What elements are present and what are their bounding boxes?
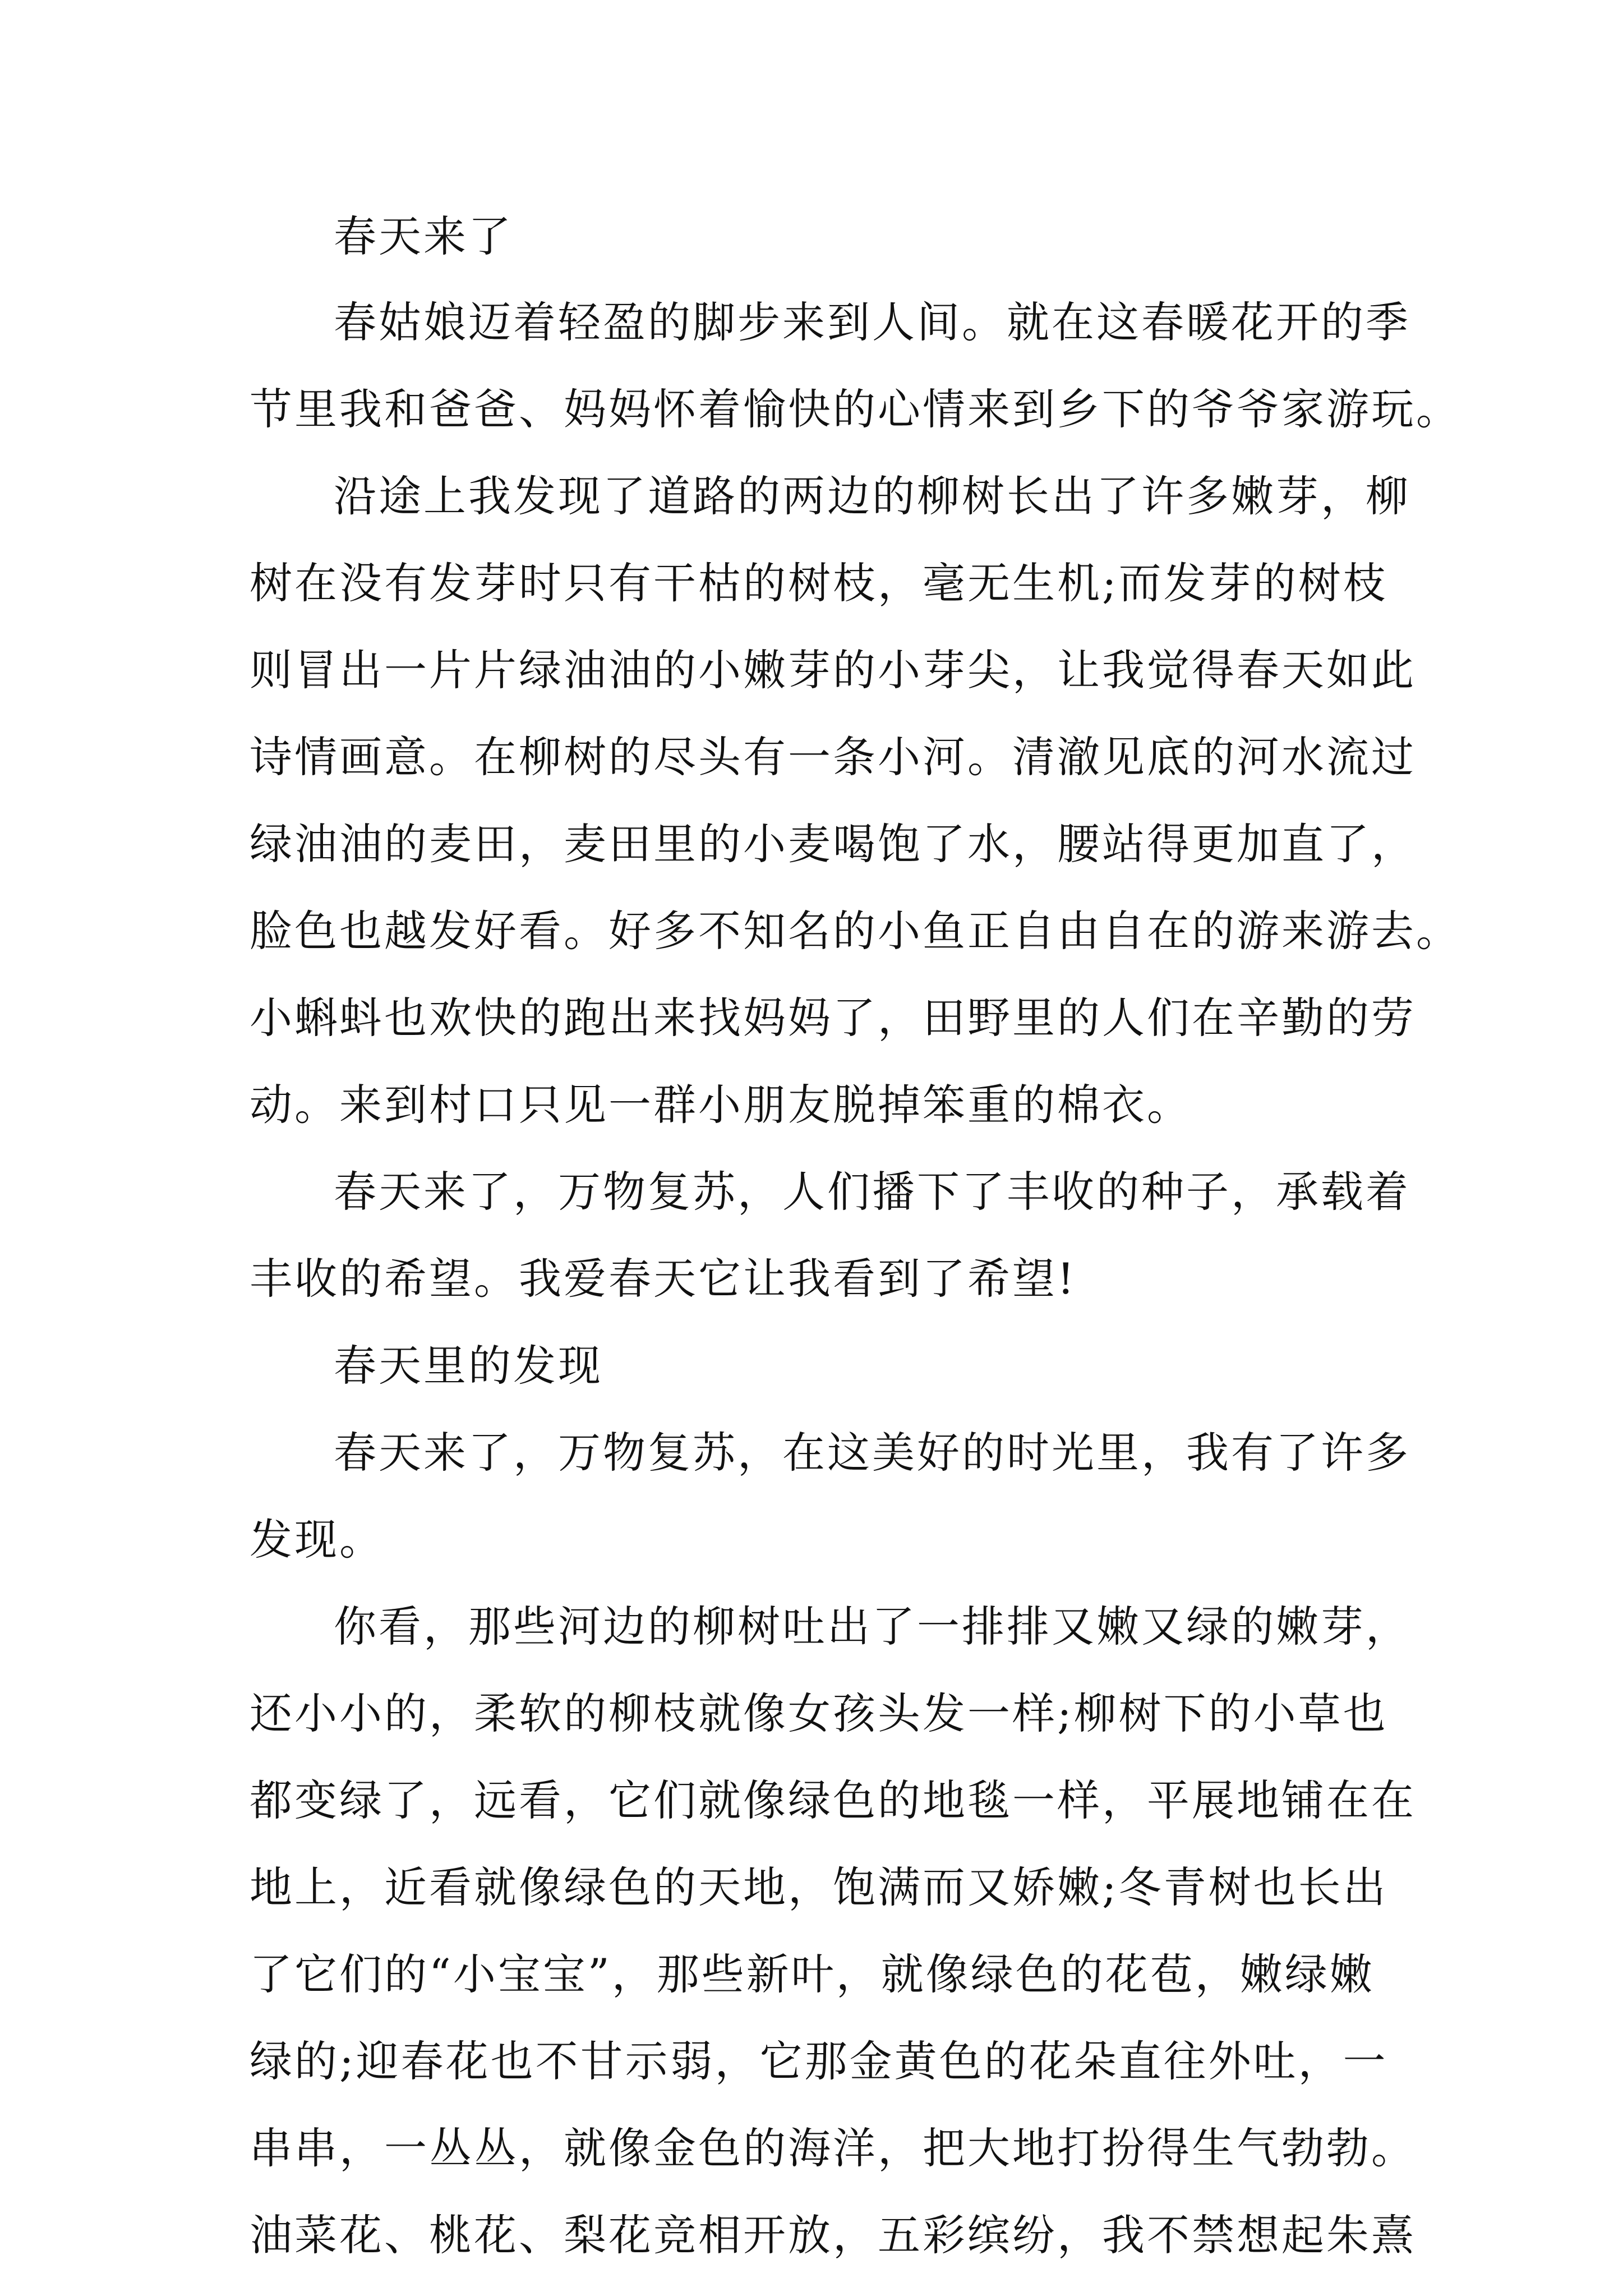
paragraph-line: 春姑娘迈着轻盈的脚步来到人间。就在这春暖花开的季 [334,297,1410,347]
paragraph-line: 诗情画意。在柳树的尽头有一条小河。清澈见底的河水流过 [250,732,1416,782]
essay-title-1: 春天来了 [334,211,513,261]
paragraph-line: 丰收的希望。我爱春天它让我看到了希望! [250,1254,1077,1304]
paragraph-line: 油菜花、桃花、梨花竞相开放，五彩缤纷，我不禁想起朱熹 [250,2210,1416,2260]
paragraph-line: 串串，一丛丛，就像金色的海洋，把大地打扮得生气勃勃。 [250,2123,1416,2173]
paragraph-line: 小蝌蚪也欢快的跑出来找妈妈了，田野里的人们在辛勤的劳 [250,993,1416,1043]
paragraph-line: 还小小的，柔软的柳枝就像女孩头发一样;柳树下的小草也 [250,1688,1388,1738]
paragraph-line: 了它们的“小宝宝”，那些新叶，就像绿色的花苞，嫩绿嫩 [250,1949,1375,1999]
paragraph-line: 则冒出一片片绿油油的小嫩芽的小芽尖，让我觉得春天如此 [250,645,1416,695]
paragraph-line: 节里我和爸爸、妈妈怀着愉快的心情来到乡下的爷爷家游玩。 [250,384,1461,434]
paragraph-line: 沿途上我发现了道路的两边的柳树长出了许多嫩芽，柳 [334,471,1410,521]
paragraph-line: 春天来了，万物复苏，人们播下了丰收的种子，承载着 [334,1167,1410,1217]
paragraph-line: 地上，近看就像绿色的天地，饱满而又娇嫩;冬青树也长出 [250,1862,1388,1912]
paragraph-line: 绿油油的麦田，麦田里的小麦喝饱了水，腰站得更加直了， [250,819,1416,869]
essay-title-2: 春天里的发现 [334,1341,603,1391]
paragraph-line: 春天来了，万物复苏，在这美好的时光里，我有了许多 [334,1428,1410,1478]
paragraph-line: 发现。 [250,1515,384,1565]
paragraph-line: 树在没有发芽时只有干枯的树枝，毫无生机;而发芽的树枝 [250,558,1388,608]
paragraph-line: 脸色也越发好看。好多不知名的小鱼正自由自在的游来游去。 [250,906,1461,956]
paragraph-line: 绿的;迎春花也不甘示弱，它那金黄色的花朵直往外吐，一 [250,2036,1388,2086]
paragraph-line: 都变绿了，远看，它们就像绿色的地毯一样，平展地铺在在 [250,1775,1416,1825]
paragraph-line: 动。来到村口只见一群小朋友脱掉笨重的棉衣。 [250,1080,1192,1130]
paragraph-line: 你看，那些河边的柳树吐出了一排排又嫩又绿的嫩芽， [334,1602,1410,1651]
